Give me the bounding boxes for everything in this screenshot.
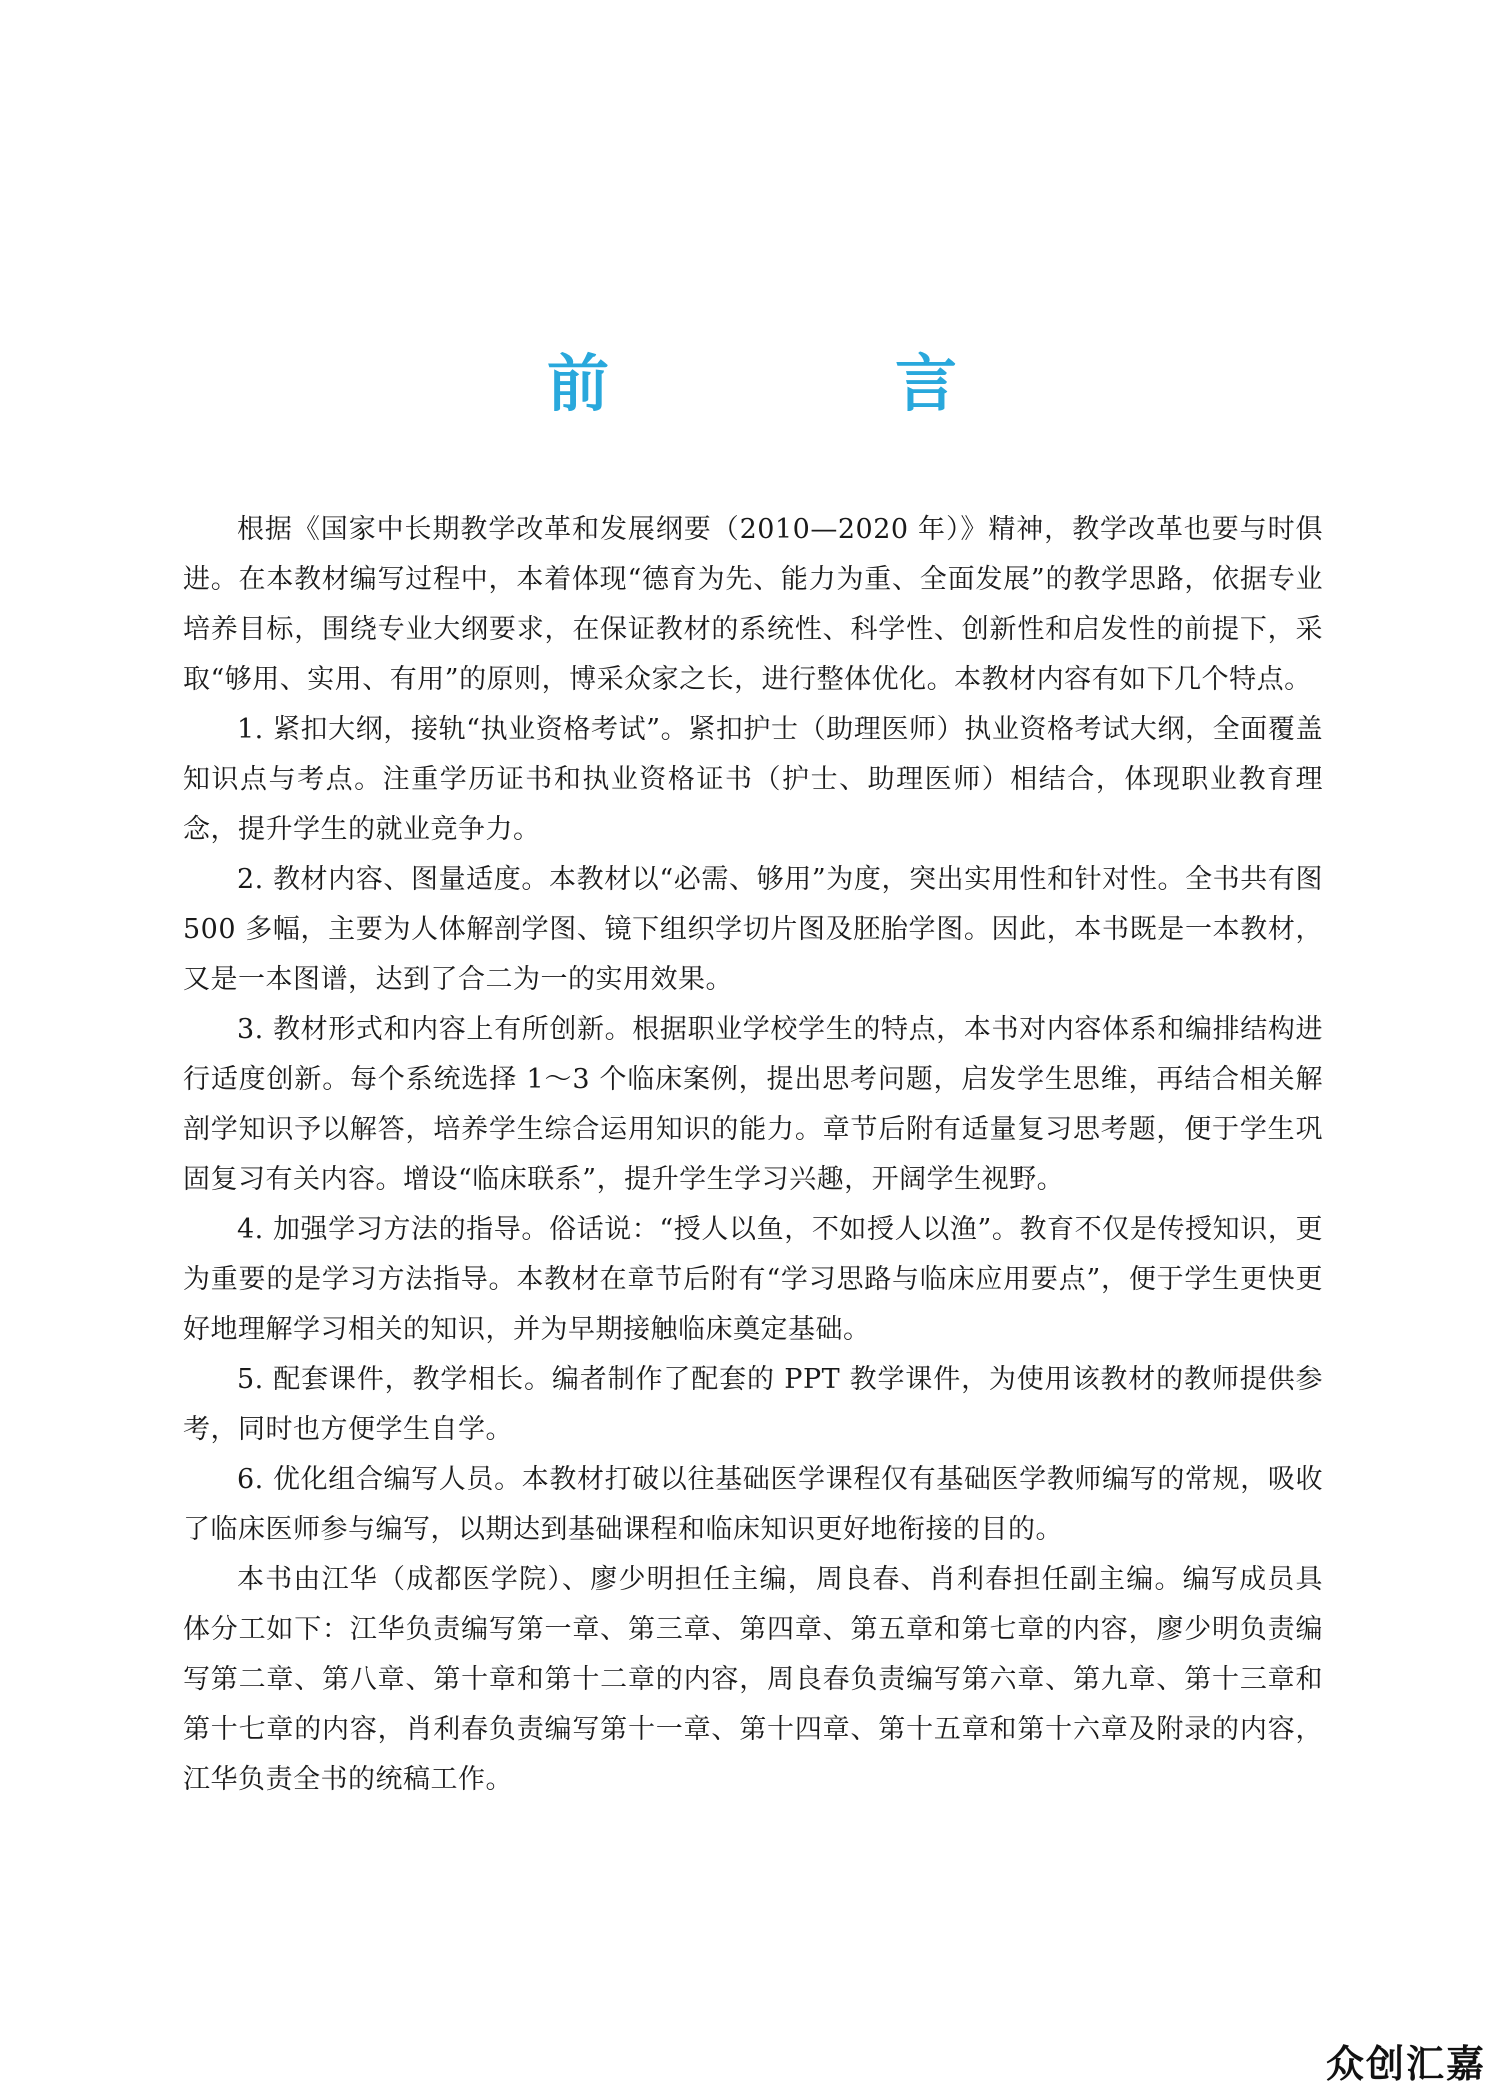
paragraph-point-3: 3. 教材形式和内容上有所创新。根据职业学校学生的特点，本书对内容体系和编排结构进行适度创新。每个系统选择 1～3 个临床案例，提出思考问题，启发学生思维，再结合相关解剖学知识予以解答，培养学生综合运用知识的能力。章节后附有适量复习思考题，便于学生巩固复习有关内容。增设“临床联系”，提升学生学习兴趣，开阔学生视野。 <box>183 1014 1323 1195</box>
paragraph-intro: 根据《国家中长期教学改革和发展纲要（2010—2020 年）》精神，教学改革也要与时俱进。在本教材编写过程中，本着体现“德育为先、能力为重、全面发展”的教学思路，依据专业培养目标，围绕专业大纲要求，在保证教材的系统性、科学性、创新性和启发性的前提下，采取“够用、实用、有用”的原则，博采众家之长，进行整体优化。本教材内容有如下几个特点。 <box>183 514 1323 695</box>
paragraph-point-4: 4. 加强学习方法的指导。俗话说：“授人以鱼，不如授人以渔”。教育不仅是传授知识，更为重要的是学习方法指导。本教材在章节后附有“学习思路与临床应用要点”，便于学生更快更好地理解学习相关的知识，并为早期接触临床奠定基础。 <box>183 1214 1323 1345</box>
watermark-logo: 众创汇嘉 <box>1325 2042 1486 2086</box>
preface-body <box>183 505 1323 1805</box>
paragraph-point-1: 1. 紧扣大纲，接轨“执业资格考试”。紧扣护士（助理医师）执业资格考试大纲，全面覆盖知识点与考点。注重学历证书和执业资格证书（护士、助理医师）相结合，体现职业教育理念，提升学生的就业竞争力。 <box>183 714 1323 845</box>
paragraph-point-6: 6. 优化组合编写人员。本教材打破以往基础医学课程仅有基础医学教师编写的常规，吸收了临床医师参与编写，以期达到基础课程和临床知识更好地衔接的目的。 <box>183 1464 1323 1545</box>
paragraph-point-5: 5. 配套课件，教学相长。编者制作了配套的 PPT 教学课件，为使用该教材的教师提供参考，同时也方便学生自学。 <box>183 1364 1323 1445</box>
paragraph-point-2: 2. 教材内容、图量适度。本教材以“必需、够用”为度，突出实用性和针对性。全书共有图 500 多幅，主要为人体解剖学图、镜下组织学切片图及胚胎学图。因此，本书既是一本教材，又是一本图谱，达到了合二为一的实用效果。 <box>183 864 1323 995</box>
page-title: 前 言 <box>546 347 1069 420</box>
paragraph-authors: 本书由江华（成都医学院）、廖少明担任主编，周良春、肖利春担任副主编。编写成员具体分工如下：江华负责编写第一章、第三章、第四章、第五章和第七章的内容，廖少明负责编写第二章、第八章、第十章和第十二章的内容，周良春负责编写第六章、第九章、第十三章和第十七章的内容，肖利春负责编写第十一章、第十四章、第十五章和第十六章及附录的内容，江华负责全书的统稿工作。 <box>183 1564 1323 1795</box>
